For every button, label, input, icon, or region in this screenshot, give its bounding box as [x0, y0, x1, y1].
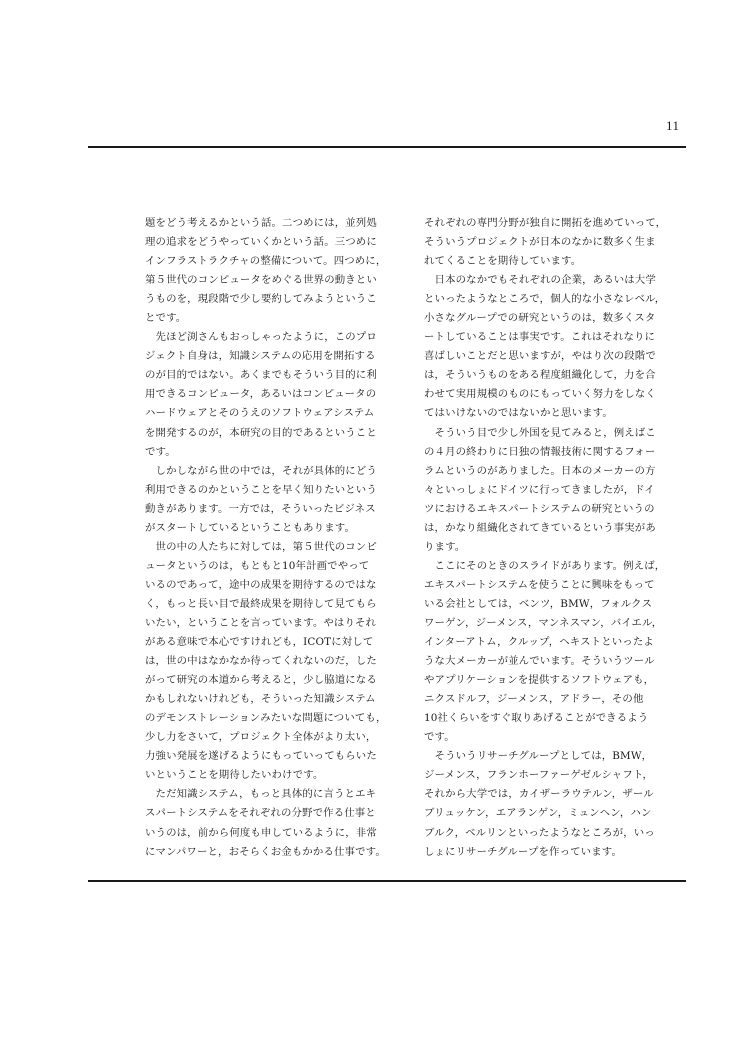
text-line: の４月の終わりに日独の情報技術に関するフォー [424, 445, 656, 458]
text-line: 世の中の人たちに対しては，第５世代のコンピ [145, 540, 377, 553]
text-line: は，かなり組織化されてきているという事実があ [424, 521, 656, 534]
text-line: 10社くらいをすぐ取りあげることができるよう [424, 712, 649, 725]
text-line: 動きがあります。一方では，そういったビジネス [145, 502, 376, 515]
text-line: ラムというのがありました。日本のメーカーの方 [424, 464, 656, 477]
text-line: 第５世代のコンピュータをめぐる世界の動きとい [145, 274, 377, 287]
text-line: 日本のなかでもそれぞれの企業，あるいは大学 [424, 274, 656, 287]
text-line: ブリュッケン，エアランゲン，ミュンヘン，ハン [424, 807, 652, 820]
text-line: とです。 [145, 312, 187, 325]
text-line: です。 [145, 445, 176, 458]
text-line: やアプリケーションを提供するソフトウェアも， [424, 674, 655, 687]
text-line: 少し力をさいて，プロジェクト全体がより太い， [145, 731, 377, 744]
text-line: 喜ばしいことだと思いますが，やはり次の段階で [424, 350, 656, 363]
text-line: そういう目で少し外国を見てみると，例えばこ [424, 426, 656, 439]
text-line: 力強い発展を遂げるようにもっていってもらいた [145, 750, 377, 763]
text-line: ジェクト自身は，知識システムの応用を開拓する [145, 350, 376, 363]
text-line: いたい，ということを言っています。やはりそれ [145, 616, 377, 629]
text-line: のが目的ではない。あくまでもそういう目的に利 [145, 369, 377, 382]
text-line: がスタートしているということもあります。 [145, 521, 355, 534]
text-line: うな大メーカーが並んでいます。そういうツール [424, 655, 655, 668]
text-line: のデモンストレーションみたいな問題についても， [145, 712, 387, 725]
text-line: ジーメンス，フランホーファーゲゼルシャフト， [424, 769, 654, 782]
text-line: れてくることを期待しています。 [424, 255, 582, 268]
right-text-column [424, 214, 690, 862]
text-line: いうのは，前から何度も申しているように，非常 [145, 826, 377, 839]
text-line: かもしれないけれども，そういった知識システム [145, 693, 376, 706]
text-line: にマンパワーと，おそらくお金もかかる仕事です。 [145, 845, 386, 858]
text-line: 題をどう考えるかという話。二つめには，並列処 [145, 217, 377, 229]
text-line: しかしながら世の中では，それが具体的にどう [145, 464, 377, 477]
left-text-column [145, 214, 407, 862]
text-line: インターアトム，クルップ，ヘキストといったよ [424, 636, 654, 649]
text-line: といったようなところで，個人的な小さなレベル， [424, 293, 666, 306]
text-line: ニクスドルフ，ジーメンス，アドラー，その他 [424, 693, 644, 706]
text-line: ツにおけるエキスパートシステムの研究というの [424, 502, 655, 515]
text-line: いる会社としては，ベンツ，BMW，フォルクス [424, 597, 653, 610]
text-line: エキスパートシステムを使うことに興味をもって [424, 578, 655, 591]
text-line: ワーゲン，ジーメンス，マンネスマン，バイエル， [424, 616, 663, 629]
text-line: うものを，現段階で少し要約してみようというこ [145, 293, 377, 306]
text-line: ートしていることは事実です。これはそれなりに [424, 331, 656, 344]
text-line: インフラストラクチャの整備について。四つめに， [145, 255, 387, 268]
text-line: いということを期待したいわけです。 [145, 769, 324, 782]
text-line: 用できるコンピュータ，あるいはコンピュータの [145, 388, 377, 401]
text-line: そういうプロジェクトが日本のなかに数多く生ま [424, 236, 656, 249]
text-line: は，世の中はなかなか待ってくれないのだ，した [145, 655, 377, 668]
text-line: く，もっと長い目で最終成果を期待して見てもら [145, 597, 377, 610]
header-rule [88, 146, 686, 148]
text-line: 々といっしょにドイツに行ってきましたが，ドイ [424, 483, 655, 496]
text-line: がって研究の本道から考えると，少し脇道になる [145, 674, 377, 687]
text-line: 利用できるのかということを早く知りたいという [145, 483, 377, 496]
text-line: ただ知識システム，もっと具体的に言うとエキ [145, 788, 377, 801]
text-line: てはいけないのではないかと思います。 [424, 407, 613, 420]
text-line: スパートシステムをそれぞれの分野で作る仕事と [145, 807, 376, 820]
text-line: ります。 [424, 540, 466, 553]
text-line: いるのであって，途中の成果を期待するのではな [145, 578, 377, 591]
text-line: 小さなグループでの研究というのは，数多くスタ [424, 312, 656, 325]
text-line: ここにそのときのスライドがあります。例えば， [424, 559, 666, 572]
text-line: ュータというのは，もともと10年計画でやって [145, 559, 370, 572]
footer-rule [88, 880, 686, 882]
text-line: は，そういうものをある程度組織化して，力を合 [424, 369, 656, 382]
text-line: 先ほど渕さんもおっしゃったように，このプロ [145, 331, 377, 344]
text-line: です。 [424, 731, 455, 744]
text-line: それから大学では，カイザーラウテルン，ザール [424, 788, 654, 801]
text-line: そういうリサーチグループとしては，BMW， [424, 750, 653, 763]
text-line: を開発するのが，本研究の目的であるということ [145, 426, 377, 439]
text-line: がある意味で本心ですけれども，ICOTに対して [145, 636, 374, 649]
text-line: 理の追求をどうやっていくかという話。三つめに [145, 236, 377, 249]
page-number: 11 [666, 118, 680, 133]
text-line: しょにリサーチグループを作っています。 [424, 845, 622, 858]
text-line: ハードウェアとそのうえのソフトウェアシステム [145, 407, 375, 420]
text-line: ブルク，ベルリンといったようなところが，いっ [424, 826, 655, 839]
text-line: わせて実用規模のものにもっていく努力をしなく [424, 388, 656, 401]
text-line: それぞれの専門分野が独自に開拓を進めていって， [424, 217, 667, 229]
